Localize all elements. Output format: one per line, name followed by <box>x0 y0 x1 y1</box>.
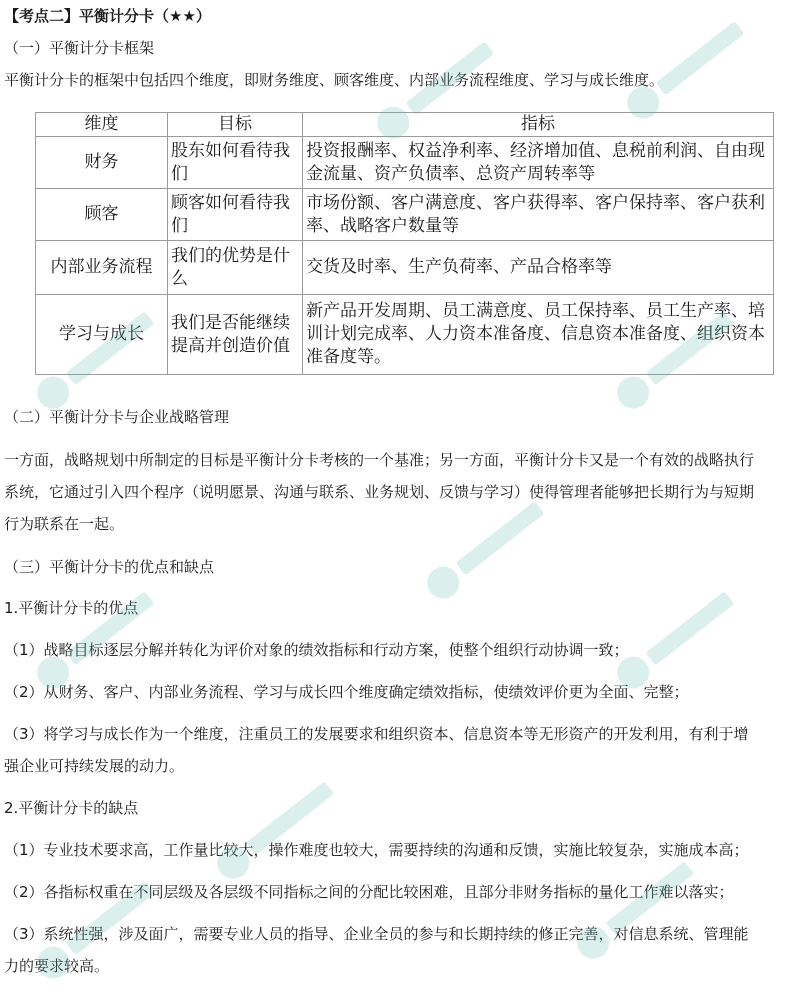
row-indicator: 市场份额、客户满意度、客户获得率、客户保持率、客户获利率、战略客户数量等 <box>303 189 774 241</box>
advantage-item: （3）将学习与成长作为一个维度，注重员工的发展要求和组织资本、信息资本等无形资产的开发利用，有利于增 <box>4 725 749 743</box>
row-goal: 我们是否能继续提高并创造价值 <box>168 295 303 375</box>
row-indicator: 新产品开发周期、员工满意度、员工保持率、员工生产率、培训计划完成率、人力资本准备度、信息资本准备度、组织资本准备度等。 <box>303 295 774 375</box>
row-indicator: 投资报酬率、权益净利率、经济增加值、息税前利润、自由现金流量、资产负债率、总资产周转率等 <box>303 137 774 189</box>
section-heading: 【考点二】平衡计分卡（★★） <box>4 7 211 25</box>
subsection-title-strategy: （二）平衡计分卡与企业战略管理 <box>4 408 230 426</box>
header-indicator: 指标 <box>303 113 774 137</box>
header-goal: 目标 <box>168 113 303 137</box>
bsc-framework-table <box>35 112 774 375</box>
table-row <box>36 241 774 295</box>
table-header-row <box>36 113 774 137</box>
table-row <box>36 295 774 375</box>
watermark-logo <box>557 840 712 980</box>
row-dimension: 学习与成长 <box>36 295 168 375</box>
row-goal: 股东如何看待我们 <box>168 137 303 189</box>
disadvantage-item: （3）系统性强，涉及面广，需要专业人员的指导、企业全员的参与和长期持续的修正完善，对信息系统、管理能 <box>4 925 749 943</box>
advantage-item: （1）战略目标逐层分解并转化为评价对象的绩效指标和行动方案，使整个组织行动协调一致； <box>4 641 629 659</box>
advantage-item-cont: 强企业可持续发展的动力。 <box>4 757 185 775</box>
subsection-title-framework: （一）平衡计分卡框架 <box>4 39 155 57</box>
strategy-para-line: 一方面，战略规划中所制定的目标是平衡计分卡考核的一个基准；另一方面，平衡计分卡又是一个有效的战略执行 <box>4 451 755 469</box>
table-row <box>36 137 774 189</box>
disadvantage-item: （2）各指标权重在不同层级及各层级不同指标之间的分配比较困难，且部分非财务指标的量化工作难以落实； <box>4 883 734 901</box>
row-dimension: 内部业务流程 <box>36 241 168 295</box>
row-goal: 顾客如何看待我们 <box>168 189 303 241</box>
disadvantage-item-cont: 力的要求较高。 <box>4 957 110 975</box>
table-row <box>36 189 774 241</box>
disadvantage-item: （1）专业技术要求高，工作量比较大，操作难度也较大，需要持续的沟通和反馈，实施比较复杂，实施成本高； <box>4 841 749 859</box>
advantage-item: （2）从财务、客户、内部业务流程、学习与成长四个维度确定绩效指标，使绩效评价更为全面、完整； <box>4 683 689 701</box>
subsection-title-pros-cons: （三）平衡计分卡的优点和缺点 <box>4 558 215 576</box>
strategy-para-line: 系统，它通过引入四个程序（说明愿景、沟通与联系、业务规划、反馈与学习）使得管理者能够把长期行为与短期 <box>4 483 755 501</box>
advantages-title: 1.平衡计分卡的优点 <box>4 599 139 617</box>
strategy-para-line: 行为联系在一起。 <box>4 515 125 533</box>
watermark-logo <box>197 760 352 900</box>
row-goal: 我们的优势是什么 <box>168 241 303 295</box>
row-indicator: 交货及时率、生产负荷率、产品合格率等 <box>303 241 774 295</box>
disadvantages-title: 2.平衡计分卡的缺点 <box>4 799 139 817</box>
row-dimension: 顾客 <box>36 189 168 241</box>
framework-intro: 平衡计分卡的框架中包括四个维度，即财务维度、顾客维度、内部业务流程维度、学习与成长维度。 <box>4 71 665 89</box>
row-dimension: 财务 <box>36 137 168 189</box>
header-dimension: 维度 <box>36 113 168 137</box>
